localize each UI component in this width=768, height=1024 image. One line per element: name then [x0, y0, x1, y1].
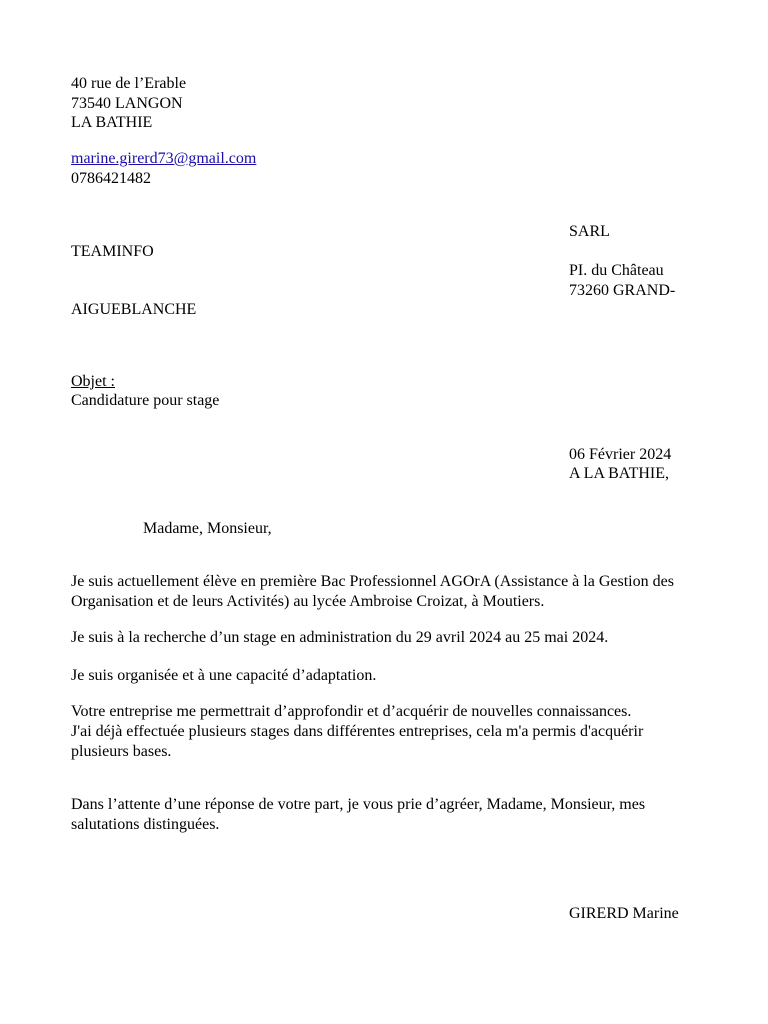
recipient-postal-city: 73260 GRAND- — [569, 282, 676, 299]
subject-text: Candidature pour stage — [71, 392, 220, 409]
sender-phone: 0786421482 — [71, 170, 151, 187]
letter-place: A LA BATHIE, — [569, 465, 669, 482]
body-paragraph-4-line1: Votre entreprise me permettrait d’approfondir et d’acquérir de nouvelles connaissances. — [71, 703, 632, 720]
body-paragraph-1: Je suis actuellement élève en première Bac Professionnel AGOrA (Assistance à la Gestion des Organisation et de leurs Activités) au lycée Ambroise Croizat, à Moutiers. — [71, 573, 674, 610]
body-paragraph-2: Je suis à la recherche d’un stage en administration du 29 avril 2024 au 25 mai 2024. — [71, 629, 609, 646]
recipient-city-end: AIGUEBLANCHE — [71, 301, 197, 318]
subject-label: Objet : — [71, 373, 115, 390]
sender-address-line3: LA BATHIE — [71, 114, 153, 131]
body-paragraph-3: Je suis organisée et à une capacité d’adaptation. — [71, 667, 377, 684]
recipient-company-type: SARL — [569, 223, 610, 240]
salutation: Madame, Monsieur, — [143, 520, 272, 537]
recipient-company-name: TEAMINFO — [71, 243, 154, 260]
body-closing: Dans l’attente d’une réponse de votre part, je vous prie d’agréer, Madame, Monsieur, mes salutations distinguées. — [71, 796, 646, 833]
body-paragraph-4-line2: J'ai déjà effectuée plusieurs stages dans différentes entreprises, cela m'a permis d'acquérir plusieurs bases. — [71, 723, 644, 760]
sender-email-link[interactable]: marine.girerd73@gmail.com — [71, 150, 257, 167]
sender-address-line2: 73540 LANGON — [71, 94, 183, 112]
signature: GIRERD Marine — [569, 905, 679, 922]
recipient-street: PI. du Château — [569, 262, 664, 279]
sender-address-line1: 40 rue de l’Erable — [71, 75, 187, 92]
letter-date: 06 Février 2024 — [569, 446, 672, 463]
